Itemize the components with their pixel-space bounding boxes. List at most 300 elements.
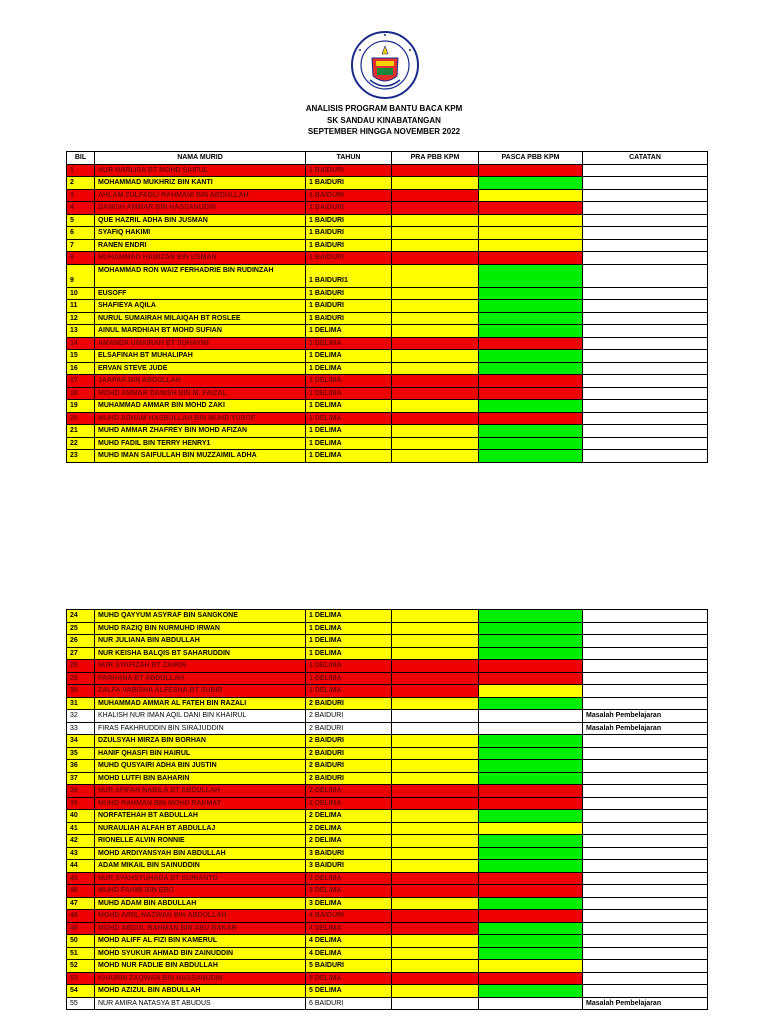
table-row xyxy=(67,685,708,698)
cell-pasca-pbb xyxy=(479,872,583,885)
cell-catatan xyxy=(583,835,708,848)
cell-bil: 50 xyxy=(67,935,95,948)
cell-pra-pbb xyxy=(392,189,479,202)
cell-pasca-pbb xyxy=(479,227,583,240)
cell-tahun: 1 DELIMA xyxy=(306,425,392,438)
cell-nama-murid: MOHD SYUKUR AHMAD BIN ZAINUDDIN xyxy=(95,947,306,960)
cell-pasca-pbb xyxy=(479,685,583,698)
cell-nama-murid: NURAULIAH ALFAH BT ABDULLAJ xyxy=(95,822,306,835)
cell-catatan xyxy=(583,362,708,375)
cell-nama-murid: RANEN ENDRI xyxy=(95,239,306,252)
cell-pasca-pbb xyxy=(479,647,583,660)
cell-pasca-pbb xyxy=(479,362,583,375)
cell-pra-pbb xyxy=(392,735,479,748)
cell-nama-murid: MOHD ARDIYANSYAH BIN ABDULLAH xyxy=(95,847,306,860)
table-row xyxy=(67,622,708,635)
cell-pra-pbb xyxy=(392,860,479,873)
cell-tahun: 2 DELIMA xyxy=(306,797,392,810)
cell-nama-murid: MUHD FAHMI BIN ERO xyxy=(95,885,306,898)
table-header-row xyxy=(67,152,708,165)
cell-bil: 29 xyxy=(67,672,95,685)
cell-catatan xyxy=(583,935,708,948)
column-header-bil: BIL xyxy=(67,152,95,165)
cell-nama-murid: MOHAMMAD RON WAIZ FERHADRIE BIN RUDINZAH xyxy=(95,264,306,287)
cell-nama-murid: MOHD ALIFF AL FIZI BIN KAMERUL xyxy=(95,935,306,948)
cell-pasca-pbb xyxy=(479,922,583,935)
cell-tahun: 1 DELIMA xyxy=(306,337,392,350)
table-row xyxy=(67,947,708,960)
cell-catatan xyxy=(583,635,708,648)
cell-pasca-pbb xyxy=(479,202,583,215)
table-row xyxy=(67,325,708,338)
cell-bil: 34 xyxy=(67,735,95,748)
cell-bil: 54 xyxy=(67,985,95,998)
cell-nama-murid: MUHAMMAD AMMAR BIN MOHD ZAKI xyxy=(95,400,306,413)
cell-pra-pbb xyxy=(392,885,479,898)
column-header-pasca: PASCA PBB KPM xyxy=(479,152,583,165)
cell-pra-pbb xyxy=(392,997,479,1010)
cell-bil: 31 xyxy=(67,697,95,710)
cell-pra-pbb xyxy=(392,685,479,698)
cell-catatan xyxy=(583,350,708,363)
cell-tahun: 1 BAIDURI xyxy=(306,227,392,240)
cell-pasca-pbb xyxy=(479,947,583,960)
cell-catatan xyxy=(583,214,708,227)
cell-tahun: 2 BAIDURI xyxy=(306,760,392,773)
cell-pra-pbb xyxy=(392,635,479,648)
cell-tahun: 1 DELIMA xyxy=(306,362,392,375)
cell-tahun: 3 DELIMA xyxy=(306,872,392,885)
cell-pra-pbb xyxy=(392,362,479,375)
cell-nama-murid: MUHD QAYYUM ASYRAF BIN SANGKONE xyxy=(95,610,306,623)
cell-bil: 1 xyxy=(67,164,95,177)
cell-tahun: 2 DELIMA xyxy=(306,785,392,798)
cell-pra-pbb xyxy=(392,287,479,300)
cell-catatan xyxy=(583,897,708,910)
cell-pra-pbb xyxy=(392,252,479,265)
cell-bil: 32 xyxy=(67,710,95,723)
cell-tahun: 5 DELIMA xyxy=(306,972,392,985)
cell-nama-murid: ERVAN STEVE JUDE xyxy=(95,362,306,375)
cell-bil: 2 xyxy=(67,177,95,190)
cell-bil: 13 xyxy=(67,325,95,338)
table-row xyxy=(67,647,708,660)
cell-pra-pbb xyxy=(392,610,479,623)
table-row xyxy=(67,337,708,350)
cell-nama-murid: JAAPAR BIN ABDULLAH xyxy=(95,375,306,388)
cell-tahun: 2 DELIMA xyxy=(306,835,392,848)
cell-pasca-pbb xyxy=(479,835,583,848)
cell-pasca-pbb xyxy=(479,797,583,810)
cell-nama-murid: MOHD LUTFI BIN BAHARIN xyxy=(95,772,306,785)
cell-pra-pbb xyxy=(392,785,479,798)
table-row xyxy=(67,922,708,935)
table-row xyxy=(67,375,708,388)
cell-tahun: 2 BAIDURI xyxy=(306,722,392,735)
cell-nama-murid: MUHD RAZIQ BIN NURMUHD IRWAN xyxy=(95,622,306,635)
cell-tahun: 3 BAIDURI xyxy=(306,860,392,873)
cell-tahun: 6 BAIDURI xyxy=(306,997,392,1010)
cell-catatan xyxy=(583,910,708,923)
cell-pra-pbb xyxy=(392,214,479,227)
cell-tahun: 1 DELIMA xyxy=(306,635,392,648)
cell-pra-pbb xyxy=(392,164,479,177)
table-row xyxy=(67,312,708,325)
cell-nama-murid: MOHD ABDUL RAHMAN BIN ABU BAKAR xyxy=(95,922,306,935)
cell-pra-pbb xyxy=(392,300,479,313)
cell-pasca-pbb xyxy=(479,400,583,413)
cell-nama-murid: KHALISH NUR IMAN AQIL DANI BIN KHAIRUL xyxy=(95,710,306,723)
cell-catatan xyxy=(583,610,708,623)
table-row xyxy=(67,810,708,823)
table-row xyxy=(67,710,708,723)
table-row xyxy=(67,189,708,202)
cell-pra-pbb xyxy=(392,264,479,287)
cell-bil: 20 xyxy=(67,412,95,425)
cell-bil: 48 xyxy=(67,910,95,923)
report-title: ANALISIS PROGRAM BANTU BACA KPM xyxy=(305,104,463,113)
cell-nama-murid: MUHD AMMAR ZHAFREY BIN MOHD AFIZAN xyxy=(95,425,306,438)
cell-pra-pbb xyxy=(392,312,479,325)
cell-pasca-pbb xyxy=(479,722,583,735)
cell-nama-murid: MUHAMMAD AMMAR AL FATEH BIN RAZALI xyxy=(95,697,306,710)
cell-catatan xyxy=(583,177,708,190)
cell-bil: 17 xyxy=(67,375,95,388)
cell-bil: 23 xyxy=(67,450,95,463)
cell-nama-murid: AINUL MARDHIAH BT MOHD SUFIAN xyxy=(95,325,306,338)
cell-pasca-pbb xyxy=(479,177,583,190)
column-header-tahun: TAHUN xyxy=(306,152,392,165)
cell-pra-pbb xyxy=(392,425,479,438)
cell-tahun: 1 DELIMA xyxy=(306,685,392,698)
cell-pra-pbb xyxy=(392,835,479,848)
cell-pra-pbb xyxy=(392,810,479,823)
cell-catatan xyxy=(583,387,708,400)
cell-pra-pbb xyxy=(392,847,479,860)
cell-pasca-pbb xyxy=(479,610,583,623)
cell-nama-murid: DZULSYAH MIRZA BIN BORHAN xyxy=(95,735,306,748)
cell-bil: 5 xyxy=(67,214,95,227)
cell-pra-pbb xyxy=(392,325,479,338)
table-row xyxy=(67,164,708,177)
cell-catatan xyxy=(583,860,708,873)
cell-tahun: 1 BAIDURI xyxy=(306,252,392,265)
cell-nama-murid: SHAFIEYA AQILA xyxy=(95,300,306,313)
cell-bil: 19 xyxy=(67,400,95,413)
table-row xyxy=(67,797,708,810)
cell-pasca-pbb xyxy=(479,350,583,363)
table-row xyxy=(67,935,708,948)
cell-tahun: 1 BAIDURI xyxy=(306,300,392,313)
cell-pra-pbb xyxy=(392,822,479,835)
cell-nama-murid: NUR AMIRA NATASYA BT ABUDUS xyxy=(95,997,306,1010)
cell-catatan xyxy=(583,797,708,810)
cell-tahun: 1 DELIMA xyxy=(306,622,392,635)
cell-nama-murid: RIONELLE ALVIN RONNIE xyxy=(95,835,306,848)
cell-tahun: 1 BAIDURI xyxy=(306,164,392,177)
cell-bil: 55 xyxy=(67,997,95,1010)
cell-pra-pbb xyxy=(392,387,479,400)
cell-pasca-pbb xyxy=(479,735,583,748)
cell-nama-murid: QUE HAZRIL ADHA BIN JUSMAN xyxy=(95,214,306,227)
table-row xyxy=(67,202,708,215)
cell-pra-pbb xyxy=(392,935,479,948)
cell-catatan xyxy=(583,252,708,265)
cell-pasca-pbb xyxy=(479,822,583,835)
cell-pasca-pbb xyxy=(479,312,583,325)
table-row xyxy=(67,425,708,438)
cell-pasca-pbb xyxy=(479,189,583,202)
cell-nama-murid: ADAM MIKAIL BIN SAINUDDIN xyxy=(95,860,306,873)
cell-catatan xyxy=(583,735,708,748)
cell-pasca-pbb xyxy=(479,337,583,350)
report-header xyxy=(0,103,768,138)
cell-pra-pbb xyxy=(392,202,479,215)
cell-tahun: 2 BAIDURI xyxy=(306,772,392,785)
cell-pasca-pbb xyxy=(479,300,583,313)
cell-tahun: 1 DELIMA xyxy=(306,412,392,425)
cell-catatan xyxy=(583,264,708,287)
report-period: SEPTEMBER HINGGA NOVEMBER 2022 xyxy=(307,127,461,136)
cell-pra-pbb xyxy=(392,450,479,463)
table-row xyxy=(67,450,708,463)
cell-nama-murid: MOHD AMMAR DANISH BIN M. FAIZAL xyxy=(95,387,306,400)
cell-catatan xyxy=(583,785,708,798)
cell-pasca-pbb xyxy=(479,622,583,635)
cell-nama-murid: PARHANA BT ABDULLAH xyxy=(95,672,306,685)
cell-pra-pbb xyxy=(392,672,479,685)
cell-pra-pbb xyxy=(392,760,479,773)
cell-nama-murid: MUHD RAHMAN BIN MOHD RAKMAT xyxy=(95,797,306,810)
cell-pra-pbb xyxy=(392,910,479,923)
cell-nama-murid: MUHAMMAD HAMIZAN BIN USMAN xyxy=(95,252,306,265)
cell-pra-pbb xyxy=(392,872,479,885)
cell-bil: 24 xyxy=(67,610,95,623)
table-row xyxy=(67,177,708,190)
table-row xyxy=(67,264,708,287)
cell-nama-murid: NUR JULIANA BIN ABDULLAH xyxy=(95,635,306,648)
cell-catatan xyxy=(583,685,708,698)
cell-pasca-pbb xyxy=(479,252,583,265)
cell-pasca-pbb xyxy=(479,425,583,438)
student-table-part-2 xyxy=(66,609,708,1010)
cell-tahun: 1 BAIDURI xyxy=(306,312,392,325)
cell-catatan xyxy=(583,810,708,823)
cell-pra-pbb xyxy=(392,697,479,710)
cell-pra-pbb xyxy=(392,722,479,735)
cell-bil: 4 xyxy=(67,202,95,215)
cell-bil: 12 xyxy=(67,312,95,325)
cell-pasca-pbb xyxy=(479,897,583,910)
cell-pasca-pbb xyxy=(479,672,583,685)
cell-pasca-pbb xyxy=(479,287,583,300)
cell-catatan xyxy=(583,660,708,673)
cell-catatan xyxy=(583,450,708,463)
cell-tahun: 1 BAIDURI xyxy=(306,287,392,300)
cell-catatan xyxy=(583,872,708,885)
cell-pasca-pbb xyxy=(479,450,583,463)
cell-catatan xyxy=(583,300,708,313)
cell-tahun: 2 DELIMA xyxy=(306,810,392,823)
cell-catatan xyxy=(583,312,708,325)
cell-pra-pbb xyxy=(392,660,479,673)
cell-bil: 38 xyxy=(67,785,95,798)
cell-pra-pbb xyxy=(392,375,479,388)
cell-pasca-pbb xyxy=(479,325,583,338)
cell-catatan xyxy=(583,747,708,760)
cell-nama-murid: SYAFIQ HAKIMI xyxy=(95,227,306,240)
table-row xyxy=(67,772,708,785)
cell-pasca-pbb xyxy=(479,214,583,227)
cell-tahun: 1 DELIMA xyxy=(306,450,392,463)
table-row xyxy=(67,722,708,735)
cell-bil: 11 xyxy=(67,300,95,313)
cell-nama-murid: NORFATEHAH BT ABDULLAH xyxy=(95,810,306,823)
cell-bil: 18 xyxy=(67,387,95,400)
cell-pasca-pbb xyxy=(479,697,583,710)
cell-bil: 14 xyxy=(67,337,95,350)
cell-nama-murid: MUHD QUSYAIRI ADHA BIN JUSTIN xyxy=(95,760,306,773)
cell-tahun: 4 DELIMA xyxy=(306,935,392,948)
cell-tahun: 1 BAIDURI1 xyxy=(306,264,392,287)
cell-tahun: 4 DELIMA xyxy=(306,922,392,935)
column-header-nama: NAMA MURID xyxy=(95,152,306,165)
cell-pra-pbb xyxy=(392,710,479,723)
cell-bil: 30 xyxy=(67,685,95,698)
table-row xyxy=(67,350,708,363)
table-row xyxy=(67,387,708,400)
cell-catatan xyxy=(583,400,708,413)
cell-pasca-pbb xyxy=(479,412,583,425)
cell-pra-pbb xyxy=(392,797,479,810)
table-row xyxy=(67,885,708,898)
cell-catatan xyxy=(583,425,708,438)
cell-catatan xyxy=(583,647,708,660)
cell-tahun: 1 DELIMA xyxy=(306,325,392,338)
table-row xyxy=(67,735,708,748)
table-row xyxy=(67,847,708,860)
cell-tahun: 1 DELIMA xyxy=(306,672,392,685)
cell-tahun: 1 DELIMA xyxy=(306,660,392,673)
cell-pra-pbb xyxy=(392,622,479,635)
cell-pasca-pbb xyxy=(479,747,583,760)
cell-tahun: 3 DELIMA xyxy=(306,885,392,898)
cell-pasca-pbb xyxy=(479,264,583,287)
cell-nama-murid: NUR HARLISA BT MOHD SAIFUL xyxy=(95,164,306,177)
cell-pasca-pbb xyxy=(479,375,583,388)
cell-catatan xyxy=(583,972,708,985)
table-row xyxy=(67,672,708,685)
cell-pra-pbb xyxy=(392,239,479,252)
cell-bil: 16 xyxy=(67,362,95,375)
cell-tahun: 1 BAIDURI xyxy=(306,202,392,215)
cell-tahun: 3 BAIDURI xyxy=(306,847,392,860)
cell-tahun: 5 DELIMA xyxy=(306,985,392,998)
cell-catatan xyxy=(583,847,708,860)
cell-bil: 35 xyxy=(67,747,95,760)
cell-catatan xyxy=(583,885,708,898)
cell-nama-murid: ELSAFINAH BT MUHALIPAH xyxy=(95,350,306,363)
cell-catatan xyxy=(583,960,708,973)
cell-pra-pbb xyxy=(392,647,479,660)
cell-tahun: 3 DELIMA xyxy=(306,897,392,910)
cell-tahun: 2 BAIDURI xyxy=(306,747,392,760)
cell-tahun: 1 DELIMA xyxy=(306,350,392,363)
cell-nama-murid: NUR KEISHA BALQIS BT SAHARUDDIN xyxy=(95,647,306,660)
cell-bil: 42 xyxy=(67,835,95,848)
cell-pra-pbb xyxy=(392,337,479,350)
cell-nama-murid: ZALFA VARISHA ALFESHA BT SUBIR xyxy=(95,685,306,698)
cell-bil: 53 xyxy=(67,972,95,985)
cell-bil: 52 xyxy=(67,960,95,973)
cell-bil: 33 xyxy=(67,722,95,735)
cell-pra-pbb xyxy=(392,985,479,998)
cell-pasca-pbb xyxy=(479,772,583,785)
cell-catatan xyxy=(583,164,708,177)
table-row xyxy=(67,785,708,798)
cell-nama-murid: MOHAMMAD MUKHRIZ BIN KANTI xyxy=(95,177,306,190)
cell-catatan xyxy=(583,760,708,773)
cell-bil: 21 xyxy=(67,425,95,438)
table-row xyxy=(67,872,708,885)
cell-bil: 28 xyxy=(67,660,95,673)
column-header-catatan: CATATAN xyxy=(583,152,708,165)
cell-tahun: 5 BAIDURI xyxy=(306,960,392,973)
cell-nama-murid: MUHD ADAM BIN ABDULLAH xyxy=(95,897,306,910)
cell-pasca-pbb xyxy=(479,960,583,973)
cell-catatan xyxy=(583,325,708,338)
cell-pra-pbb xyxy=(392,412,479,425)
table-row xyxy=(67,960,708,973)
cell-tahun: 1 BAIDURI xyxy=(306,214,392,227)
cell-catatan xyxy=(583,697,708,710)
cell-pasca-pbb xyxy=(479,660,583,673)
cell-pasca-pbb xyxy=(479,760,583,773)
cell-bil: 39 xyxy=(67,797,95,810)
cell-bil: 6 xyxy=(67,227,95,240)
cell-bil: 36 xyxy=(67,760,95,773)
cell-pra-pbb xyxy=(392,960,479,973)
cell-pasca-pbb xyxy=(479,847,583,860)
cell-bil: 15 xyxy=(67,350,95,363)
cell-nama-murid: DANISH AMMAR BIN HASSANUDIN xyxy=(95,202,306,215)
cell-tahun: 4 DELIMA xyxy=(306,947,392,960)
cell-pasca-pbb xyxy=(479,164,583,177)
cell-bil: 45 xyxy=(67,872,95,885)
cell-tahun: 4 BAIDURI xyxy=(306,910,392,923)
cell-pasca-pbb xyxy=(479,885,583,898)
table-row xyxy=(67,985,708,998)
cell-catatan xyxy=(583,227,708,240)
cell-pasca-pbb xyxy=(479,437,583,450)
cell-bil: 10 xyxy=(67,287,95,300)
cell-tahun: 2 DELIMA xyxy=(306,822,392,835)
cell-catatan xyxy=(583,922,708,935)
cell-pra-pbb xyxy=(392,177,479,190)
table-row xyxy=(67,635,708,648)
cell-catatan xyxy=(583,337,708,350)
cell-nama-murid: MOHD AIRIL NAZWAN BIN ABDULLAH xyxy=(95,910,306,923)
cell-nama-murid: NUR SYAFIZAH BT ZAIRIN xyxy=(95,660,306,673)
cell-bil: 40 xyxy=(67,810,95,823)
cell-nama-murid: NURUL SUMAIRAH MILAIQAH BT ROSLEE xyxy=(95,312,306,325)
table-row xyxy=(67,400,708,413)
cell-tahun: 1 DELIMA xyxy=(306,437,392,450)
cell-nama-murid: AMANDA UMAIRAH BT SUHAYMI xyxy=(95,337,306,350)
table-row xyxy=(67,300,708,313)
cell-tahun: 1 DELIMA xyxy=(306,647,392,660)
table-row xyxy=(67,362,708,375)
